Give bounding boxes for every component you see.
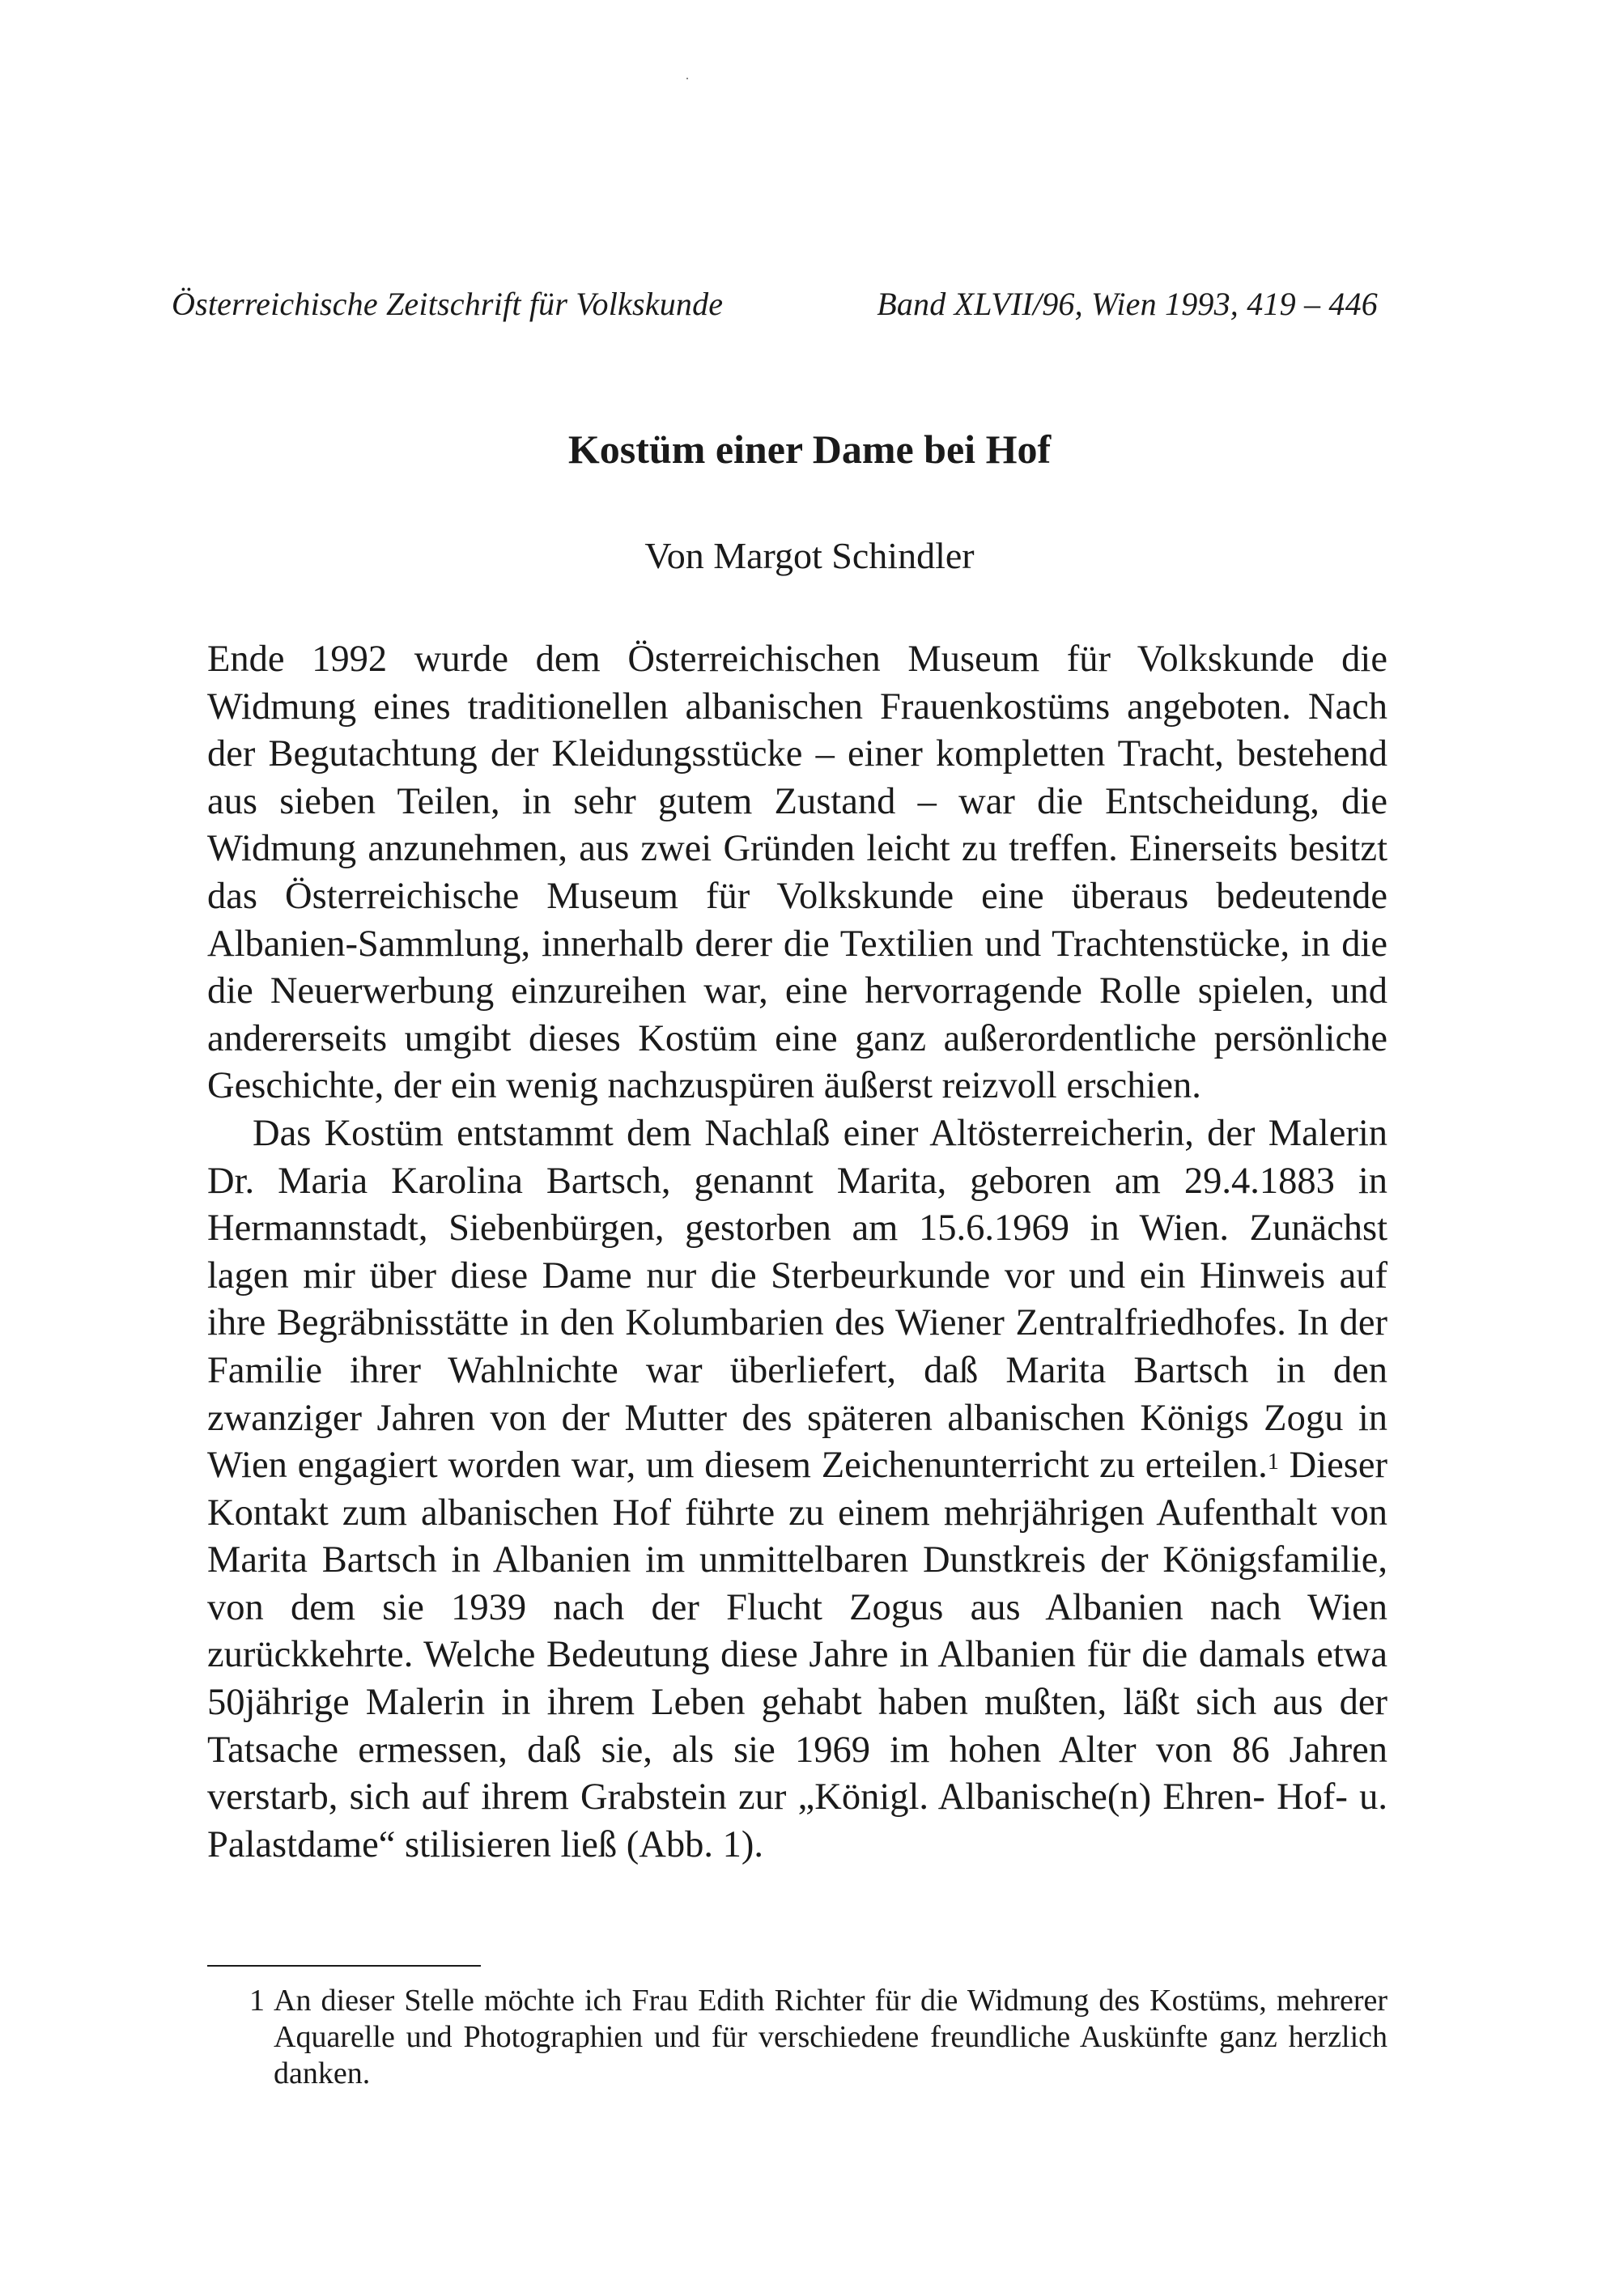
scan-speck xyxy=(686,78,688,79)
volume-info: Band XLVII/96, Wien 1993, 419 – 446 xyxy=(877,286,1378,322)
footnote-number: 1 xyxy=(249,1984,265,2018)
article-title: Kostüm einer Dame bei Hof xyxy=(567,427,1052,472)
footnote-divider xyxy=(207,1965,481,1967)
footnote-text: An dieser Stelle möchte ich Frau Edith Richter für die Widmung des Kostüms, mehrerer Aquarelle und Photographien und für verschiedene freundliche Auskünfte ganz herzlich danken. xyxy=(274,1984,1387,2090)
article-body xyxy=(207,636,1387,1869)
paragraph-2-part-1: Das Kostüm entstammt dem Nachlaß einer Altösterreicherin, der Malerin Dr. Maria Karolina Bartsch, genannt Marita, geboren am 29.4.1883 in Hermannstadt, Siebenbürgen, gestorben am 15.6.1969 in Wien. Zunächst lagen mir über diese Dame nur die Sterbeurkunde vor und ein Hinweis auf ihre Begräbnisstätte in den Kolumbarien des Wiener Zentralfriedhofes. In der Familie ihrer Wahlnichte war überliefert, daß Marita Bartsch in den zwanziger Jahren von der Mutter des späteren albanischen Königs Zogu in Wien engagiert worden war, um diesem Zeichenunterricht zu erteilen. xyxy=(207,1112,1387,1487)
paragraph-2 xyxy=(207,1110,1387,1869)
footnote xyxy=(207,1983,1387,2092)
journal-name: Österreichische Zeitschrift für Volkskunde xyxy=(172,286,724,322)
paragraph-1: Ende 1992 wurde dem Österreichischen Museum für Volkskunde die Widmung eines traditionellen albanischen Frauenkostüms angeboten. Nach der Begutachtung der Kleidungsstücke – einer kompletten Tracht, bestehend aus sieben Teilen, in sehr gutem Zustand – war die Entscheidung, die Widmung anzunehmen, aus zwei Gründen leicht zu treffen. Einerseits besitzt das Österreichische Museum für Volkskunde eine überaus bedeutende Albanien-Sammlung, innerhalb derer die Textilien und Trachtenstücke, in die die Neuerwerbung einzureihen war, eine hervorragende Rolle spielen, und andererseits umgibt dieses Kostüm eine ganz außerordentliche persönliche Geschichte, der ein wenig nachzuspüren äußerst reizvoll erschien. xyxy=(207,639,1387,1107)
footnote-ref[interactable]: 1 xyxy=(1267,1449,1279,1475)
article-author: Von Margot Schindler xyxy=(644,535,975,576)
paragraph-2-part-2: Dieser Kontakt zum albanischen Hof führte zu einem mehrjährigen Aufenthalt von Marita Bartsch in Albanien im unmittelbaren Dunstkreis der Königsfamilie, von dem sie 1939 nach der Flucht Zogus aus Albanien nach Wien zurückkehrte. Welche Bedeutung diese Jahre in Albanien für die damals etwa 50jährige Malerin in ihrem Leben gehabt haben mußten, läßt sich aus der Tatsache ermessen, daß sie, als sie 1969 im hohen Alter von 86 Jahren verstarb, sich auf ihrem Grabstein zur „Königl. Albanische(n) Ehren- Hof- u. Palastdame“ stilisieren ließ (Abb. 1). xyxy=(207,1445,1387,1865)
